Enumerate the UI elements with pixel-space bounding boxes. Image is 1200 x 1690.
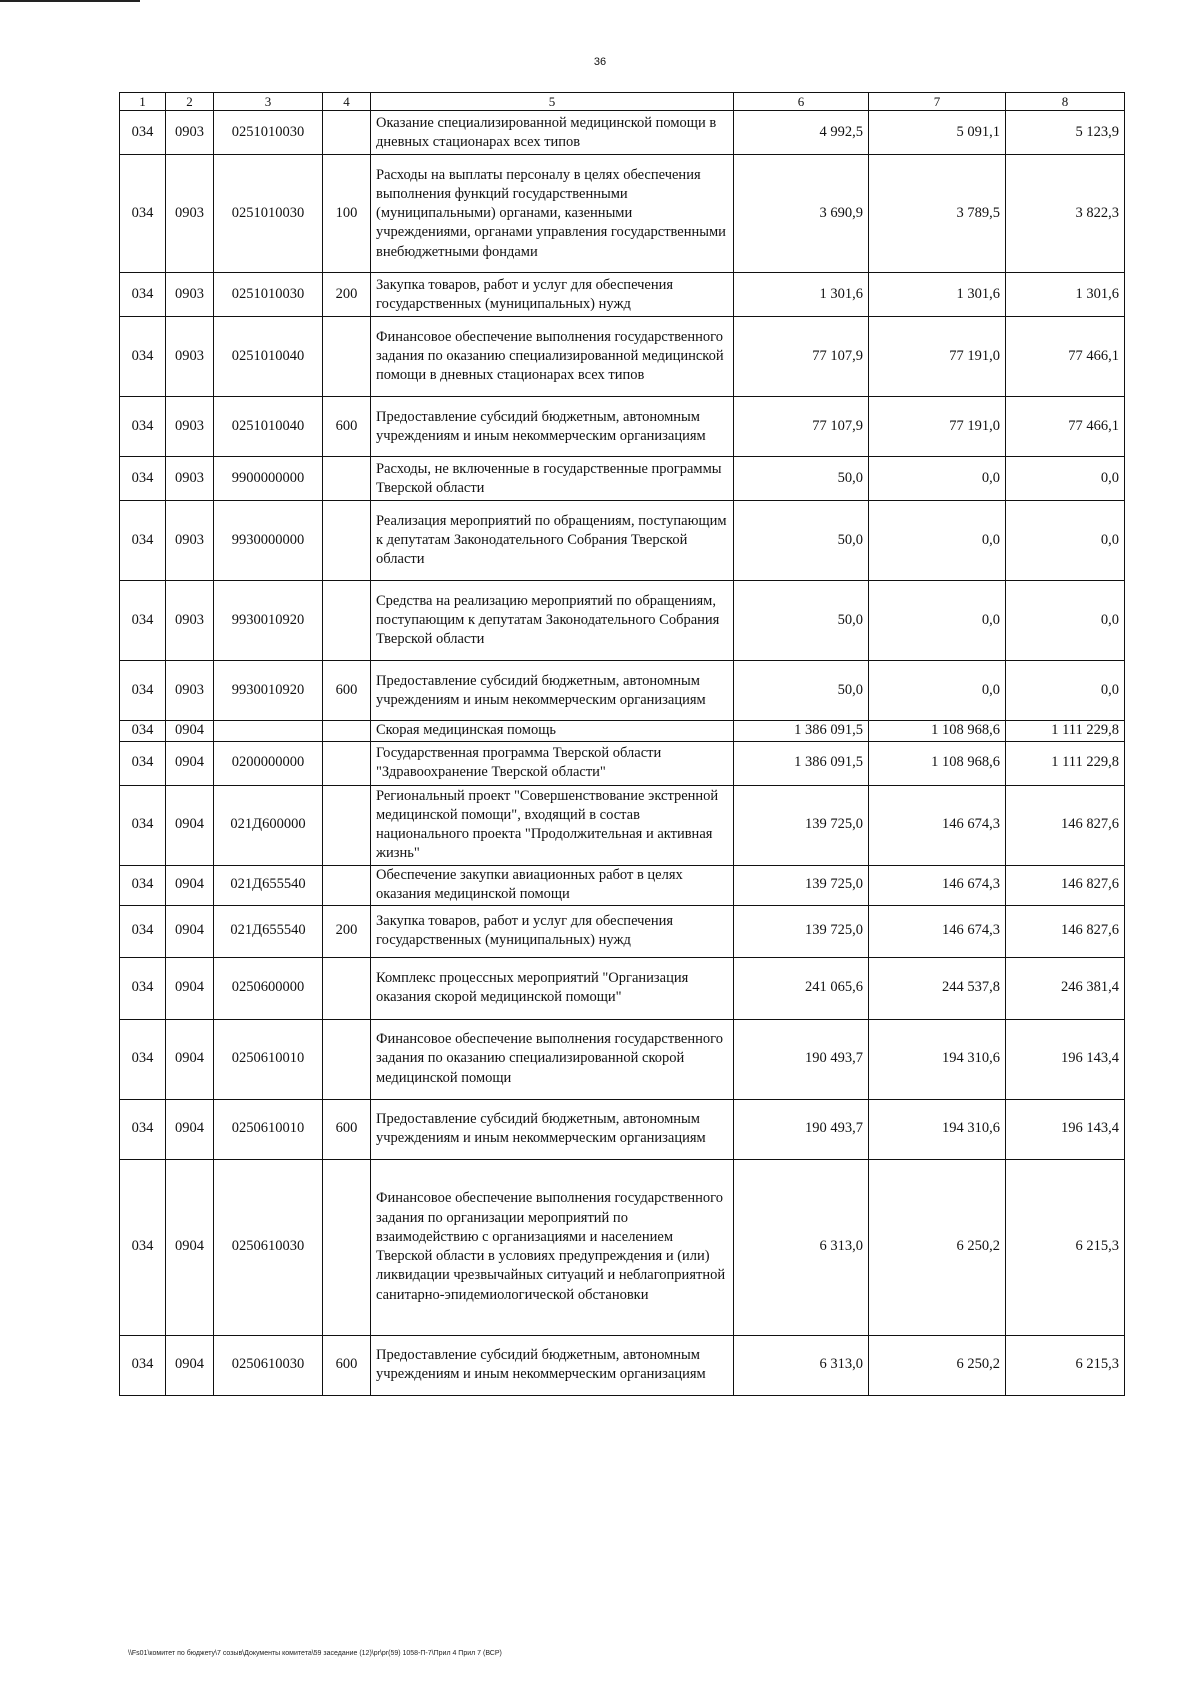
cell-expense-type: 200 — [323, 273, 371, 317]
cell-expense-type — [323, 581, 371, 661]
cell-amount-year3: 77 466,1 — [1006, 317, 1125, 397]
cell-amount-year2: 1 301,6 — [869, 273, 1006, 317]
cell-description: Региональный проект "Совершенствование экстренной медицинской помощи", входящий в состав национального проекта "Продолжительная и активная жизнь" — [371, 785, 734, 865]
cell-amount-year3: 246 381,4 — [1006, 957, 1125, 1019]
cell-amount-year2: 0,0 — [869, 501, 1006, 581]
cell-amount-year2: 5 091,1 — [869, 111, 1006, 155]
table-row — [120, 155, 1125, 273]
cell-target-article: 0251010040 — [214, 397, 323, 457]
cell-ministry-code: 034 — [120, 957, 166, 1019]
cell-amount-year3: 146 827,6 — [1006, 865, 1125, 905]
cell-amount-year3: 5 123,9 — [1006, 111, 1125, 155]
cell-amount-year2: 0,0 — [869, 581, 1006, 661]
cell-expense-type — [323, 111, 371, 155]
cell-target-article: 0250610010 — [214, 1019, 323, 1099]
cell-amount-year2: 0,0 — [869, 661, 1006, 721]
scan-edge-mark — [0, 0, 140, 2]
column-header: 3 — [214, 93, 323, 111]
cell-target-article: 0251010030 — [214, 111, 323, 155]
cell-amount-year1: 139 725,0 — [734, 785, 869, 865]
cell-section-code: 0903 — [166, 155, 214, 273]
cell-description: Предоставление субсидий бюджетным, автономным учреждениям и иным некоммерческим организациям — [371, 1335, 734, 1395]
table-row — [120, 905, 1125, 957]
cell-amount-year2: 77 191,0 — [869, 397, 1006, 457]
table-row — [120, 317, 1125, 397]
cell-amount-year1: 50,0 — [734, 581, 869, 661]
cell-ministry-code: 034 — [120, 581, 166, 661]
cell-expense-type — [323, 317, 371, 397]
column-header: 1 — [120, 93, 166, 111]
cell-description: Государственная программа Тверской области "Здравоохранение Тверской области" — [371, 741, 734, 785]
table-row — [120, 457, 1125, 501]
cell-ministry-code: 034 — [120, 457, 166, 501]
cell-amount-year2: 0,0 — [869, 457, 1006, 501]
cell-amount-year1: 3 690,9 — [734, 155, 869, 273]
cell-amount-year3: 3 822,3 — [1006, 155, 1125, 273]
cell-amount-year1: 1 386 091,5 — [734, 741, 869, 785]
cell-amount-year3: 1 301,6 — [1006, 273, 1125, 317]
cell-amount-year1: 4 992,5 — [734, 111, 869, 155]
cell-amount-year1: 6 313,0 — [734, 1159, 869, 1335]
cell-ministry-code: 034 — [120, 785, 166, 865]
page-number: 36 — [593, 56, 607, 68]
cell-target-article — [214, 721, 323, 741]
cell-description: Оказание специализированной медицинской помощи в дневных стационарах всех типов — [371, 111, 734, 155]
cell-ministry-code: 034 — [120, 155, 166, 273]
cell-expense-type — [323, 721, 371, 741]
cell-description: Предоставление субсидий бюджетным, автономным учреждениям и иным некоммерческим организациям — [371, 661, 734, 721]
cell-amount-year3: 146 827,6 — [1006, 785, 1125, 865]
header-row — [120, 93, 1125, 111]
cell-ministry-code: 034 — [120, 1019, 166, 1099]
cell-ministry-code: 034 — [120, 905, 166, 957]
cell-amount-year1: 50,0 — [734, 661, 869, 721]
cell-ministry-code: 034 — [120, 741, 166, 785]
cell-expense-type — [323, 1019, 371, 1099]
cell-expense-type — [323, 501, 371, 581]
cell-ministry-code: 034 — [120, 865, 166, 905]
cell-description: Закупка товаров, работ и услуг для обеспечения государственных (муниципальных) нужд — [371, 905, 734, 957]
budget-table — [119, 92, 1125, 1396]
cell-section-code: 0904 — [166, 1335, 214, 1395]
cell-ministry-code: 034 — [120, 1099, 166, 1159]
cell-amount-year2: 146 674,3 — [869, 865, 1006, 905]
footer-file-path: \\Fs01\комитет по бюджету\7 созыв\Документы комитета\59 заседание (12)\pr\pr(59) 1058-П-7\Прил 4 Прил 7 (ВСР) — [128, 1650, 502, 1657]
cell-target-article: 0251010030 — [214, 273, 323, 317]
cell-section-code: 0904 — [166, 1159, 214, 1335]
cell-target-article: 0250600000 — [214, 957, 323, 1019]
cell-amount-year2: 77 191,0 — [869, 317, 1006, 397]
cell-amount-year2: 1 108 968,6 — [869, 721, 1006, 741]
table-row — [120, 661, 1125, 721]
cell-amount-year1: 77 107,9 — [734, 397, 869, 457]
table-row — [120, 721, 1125, 741]
cell-section-code: 0904 — [166, 905, 214, 957]
cell-amount-year2: 6 250,2 — [869, 1335, 1006, 1395]
cell-expense-type — [323, 957, 371, 1019]
cell-amount-year1: 50,0 — [734, 457, 869, 501]
cell-amount-year3: 0,0 — [1006, 457, 1125, 501]
cell-expense-type: 600 — [323, 397, 371, 457]
table-row — [120, 1099, 1125, 1159]
cell-target-article: 0250610030 — [214, 1159, 323, 1335]
cell-description: Закупка товаров, работ и услуг для обеспечения государственных (муниципальных) нужд — [371, 273, 734, 317]
cell-section-code: 0904 — [166, 957, 214, 1019]
cell-amount-year3: 196 143,4 — [1006, 1099, 1125, 1159]
cell-section-code: 0903 — [166, 397, 214, 457]
column-header: 8 — [1006, 93, 1125, 111]
cell-target-article: 0200000000 — [214, 741, 323, 785]
cell-target-article: 0251010040 — [214, 317, 323, 397]
cell-amount-year1: 77 107,9 — [734, 317, 869, 397]
cell-ministry-code: 034 — [120, 1159, 166, 1335]
cell-ministry-code: 034 — [120, 317, 166, 397]
cell-amount-year3: 146 827,6 — [1006, 905, 1125, 957]
cell-amount-year1: 1 386 091,5 — [734, 721, 869, 741]
cell-description: Расходы на выплаты персоналу в целях обеспечения выполнения функций государственными (муниципальными) органами, казенными учреждениями, органами управления государственными внебюджетными фондами — [371, 155, 734, 273]
cell-expense-type: 100 — [323, 155, 371, 273]
cell-amount-year1: 1 301,6 — [734, 273, 869, 317]
cell-section-code: 0903 — [166, 501, 214, 581]
cell-amount-year1: 139 725,0 — [734, 905, 869, 957]
cell-expense-type: 600 — [323, 1099, 371, 1159]
cell-amount-year3: 196 143,4 — [1006, 1019, 1125, 1099]
cell-amount-year2: 194 310,6 — [869, 1019, 1006, 1099]
cell-amount-year3: 1 111 229,8 — [1006, 721, 1125, 741]
cell-section-code: 0904 — [166, 785, 214, 865]
cell-ministry-code: 034 — [120, 273, 166, 317]
table-row — [120, 741, 1125, 785]
cell-expense-type: 200 — [323, 905, 371, 957]
cell-amount-year1: 139 725,0 — [734, 865, 869, 905]
cell-expense-type: 600 — [323, 1335, 371, 1395]
cell-section-code: 0903 — [166, 581, 214, 661]
cell-amount-year3: 0,0 — [1006, 661, 1125, 721]
cell-description: Финансовое обеспечение выполнения государственного задания по оказанию специализированной скорой медицинской помощи — [371, 1019, 734, 1099]
cell-target-article: 9900000000 — [214, 457, 323, 501]
cell-description: Финансовое обеспечение выполнения государственного задания по организации мероприятий по взаимодействию с организациями и населением Тверской области в условиях предупреждения и (или) ликвидации чрезвычайных ситуаций и неблагоприятной санитарно-эпидемиологической обстановки — [371, 1159, 734, 1335]
cell-target-article: 021Д600000 — [214, 785, 323, 865]
cell-description: Комплекс процессных мероприятий "Организация оказания скорой медицинской помощи" — [371, 957, 734, 1019]
cell-section-code: 0904 — [166, 865, 214, 905]
cell-amount-year1: 50,0 — [734, 501, 869, 581]
table-row — [120, 1159, 1125, 1335]
cell-amount-year1: 241 065,6 — [734, 957, 869, 1019]
cell-ministry-code: 034 — [120, 501, 166, 581]
cell-amount-year3: 6 215,3 — [1006, 1159, 1125, 1335]
cell-ministry-code: 034 — [120, 111, 166, 155]
cell-amount-year1: 190 493,7 — [734, 1019, 869, 1099]
cell-amount-year2: 146 674,3 — [869, 905, 1006, 957]
cell-target-article: 9930010920 — [214, 661, 323, 721]
cell-description: Предоставление субсидий бюджетным, автономным учреждениям и иным некоммерческим организациям — [371, 1099, 734, 1159]
cell-description: Финансовое обеспечение выполнения государственного задания по оказанию специализированной медицинской помощи в дневных стационарах всех типов — [371, 317, 734, 397]
cell-description: Обеспечение закупки авиационных работ в целях оказания медицинской помощи — [371, 865, 734, 905]
cell-expense-type — [323, 785, 371, 865]
cell-amount-year2: 244 537,8 — [869, 957, 1006, 1019]
cell-target-article: 9930010920 — [214, 581, 323, 661]
cell-amount-year1: 190 493,7 — [734, 1099, 869, 1159]
column-header: 2 — [166, 93, 214, 111]
cell-target-article: 0250610030 — [214, 1335, 323, 1395]
cell-description: Средства на реализацию мероприятий по обращениям, поступающим к депутатам Законодательного Собрания Тверской области — [371, 581, 734, 661]
cell-amount-year3: 0,0 — [1006, 581, 1125, 661]
cell-amount-year2: 146 674,3 — [869, 785, 1006, 865]
cell-amount-year2: 6 250,2 — [869, 1159, 1006, 1335]
column-header: 4 — [323, 93, 371, 111]
cell-expense-type: 600 — [323, 661, 371, 721]
table-row — [120, 1335, 1125, 1395]
cell-target-article: 0250610010 — [214, 1099, 323, 1159]
cell-section-code: 0903 — [166, 457, 214, 501]
table-row — [120, 865, 1125, 905]
cell-target-article: 021Д655540 — [214, 905, 323, 957]
cell-section-code: 0904 — [166, 1019, 214, 1099]
cell-ministry-code: 034 — [120, 397, 166, 457]
cell-target-article: 021Д655540 — [214, 865, 323, 905]
cell-amount-year3: 0,0 — [1006, 501, 1125, 581]
cell-expense-type — [323, 865, 371, 905]
cell-amount-year2: 3 789,5 — [869, 155, 1006, 273]
cell-description: Расходы, не включенные в государственные программы Тверской области — [371, 457, 734, 501]
cell-section-code: 0904 — [166, 721, 214, 741]
cell-expense-type — [323, 741, 371, 785]
cell-description: Скорая медицинская помощь — [371, 721, 734, 741]
table-row — [120, 581, 1125, 661]
column-header: 6 — [734, 93, 869, 111]
table-row — [120, 273, 1125, 317]
cell-amount-year3: 77 466,1 — [1006, 397, 1125, 457]
cell-amount-year2: 1 108 968,6 — [869, 741, 1006, 785]
table-row — [120, 111, 1125, 155]
table-row — [120, 957, 1125, 1019]
cell-target-article: 9930000000 — [214, 501, 323, 581]
cell-section-code: 0904 — [166, 1099, 214, 1159]
cell-expense-type — [323, 1159, 371, 1335]
cell-amount-year3: 6 215,3 — [1006, 1335, 1125, 1395]
cell-description: Реализация мероприятий по обращениям, поступающим к депутатам Законодательного Собрания Тверской области — [371, 501, 734, 581]
column-header: 7 — [869, 93, 1006, 111]
cell-target-article: 0251010030 — [214, 155, 323, 273]
table-row — [120, 1019, 1125, 1099]
cell-ministry-code: 034 — [120, 721, 166, 741]
cell-section-code: 0904 — [166, 741, 214, 785]
cell-section-code: 0903 — [166, 273, 214, 317]
cell-ministry-code: 034 — [120, 1335, 166, 1395]
cell-section-code: 0903 — [166, 111, 214, 155]
cell-amount-year3: 1 111 229,8 — [1006, 741, 1125, 785]
table-row — [120, 397, 1125, 457]
cell-expense-type — [323, 457, 371, 501]
table-row — [120, 501, 1125, 581]
column-header: 5 — [371, 93, 734, 111]
cell-ministry-code: 034 — [120, 661, 166, 721]
cell-description: Предоставление субсидий бюджетным, автономным учреждениям и иным некоммерческим организациям — [371, 397, 734, 457]
cell-amount-year1: 6 313,0 — [734, 1335, 869, 1395]
cell-amount-year2: 194 310,6 — [869, 1099, 1006, 1159]
cell-section-code: 0903 — [166, 317, 214, 397]
cell-section-code: 0903 — [166, 661, 214, 721]
table-row — [120, 785, 1125, 865]
